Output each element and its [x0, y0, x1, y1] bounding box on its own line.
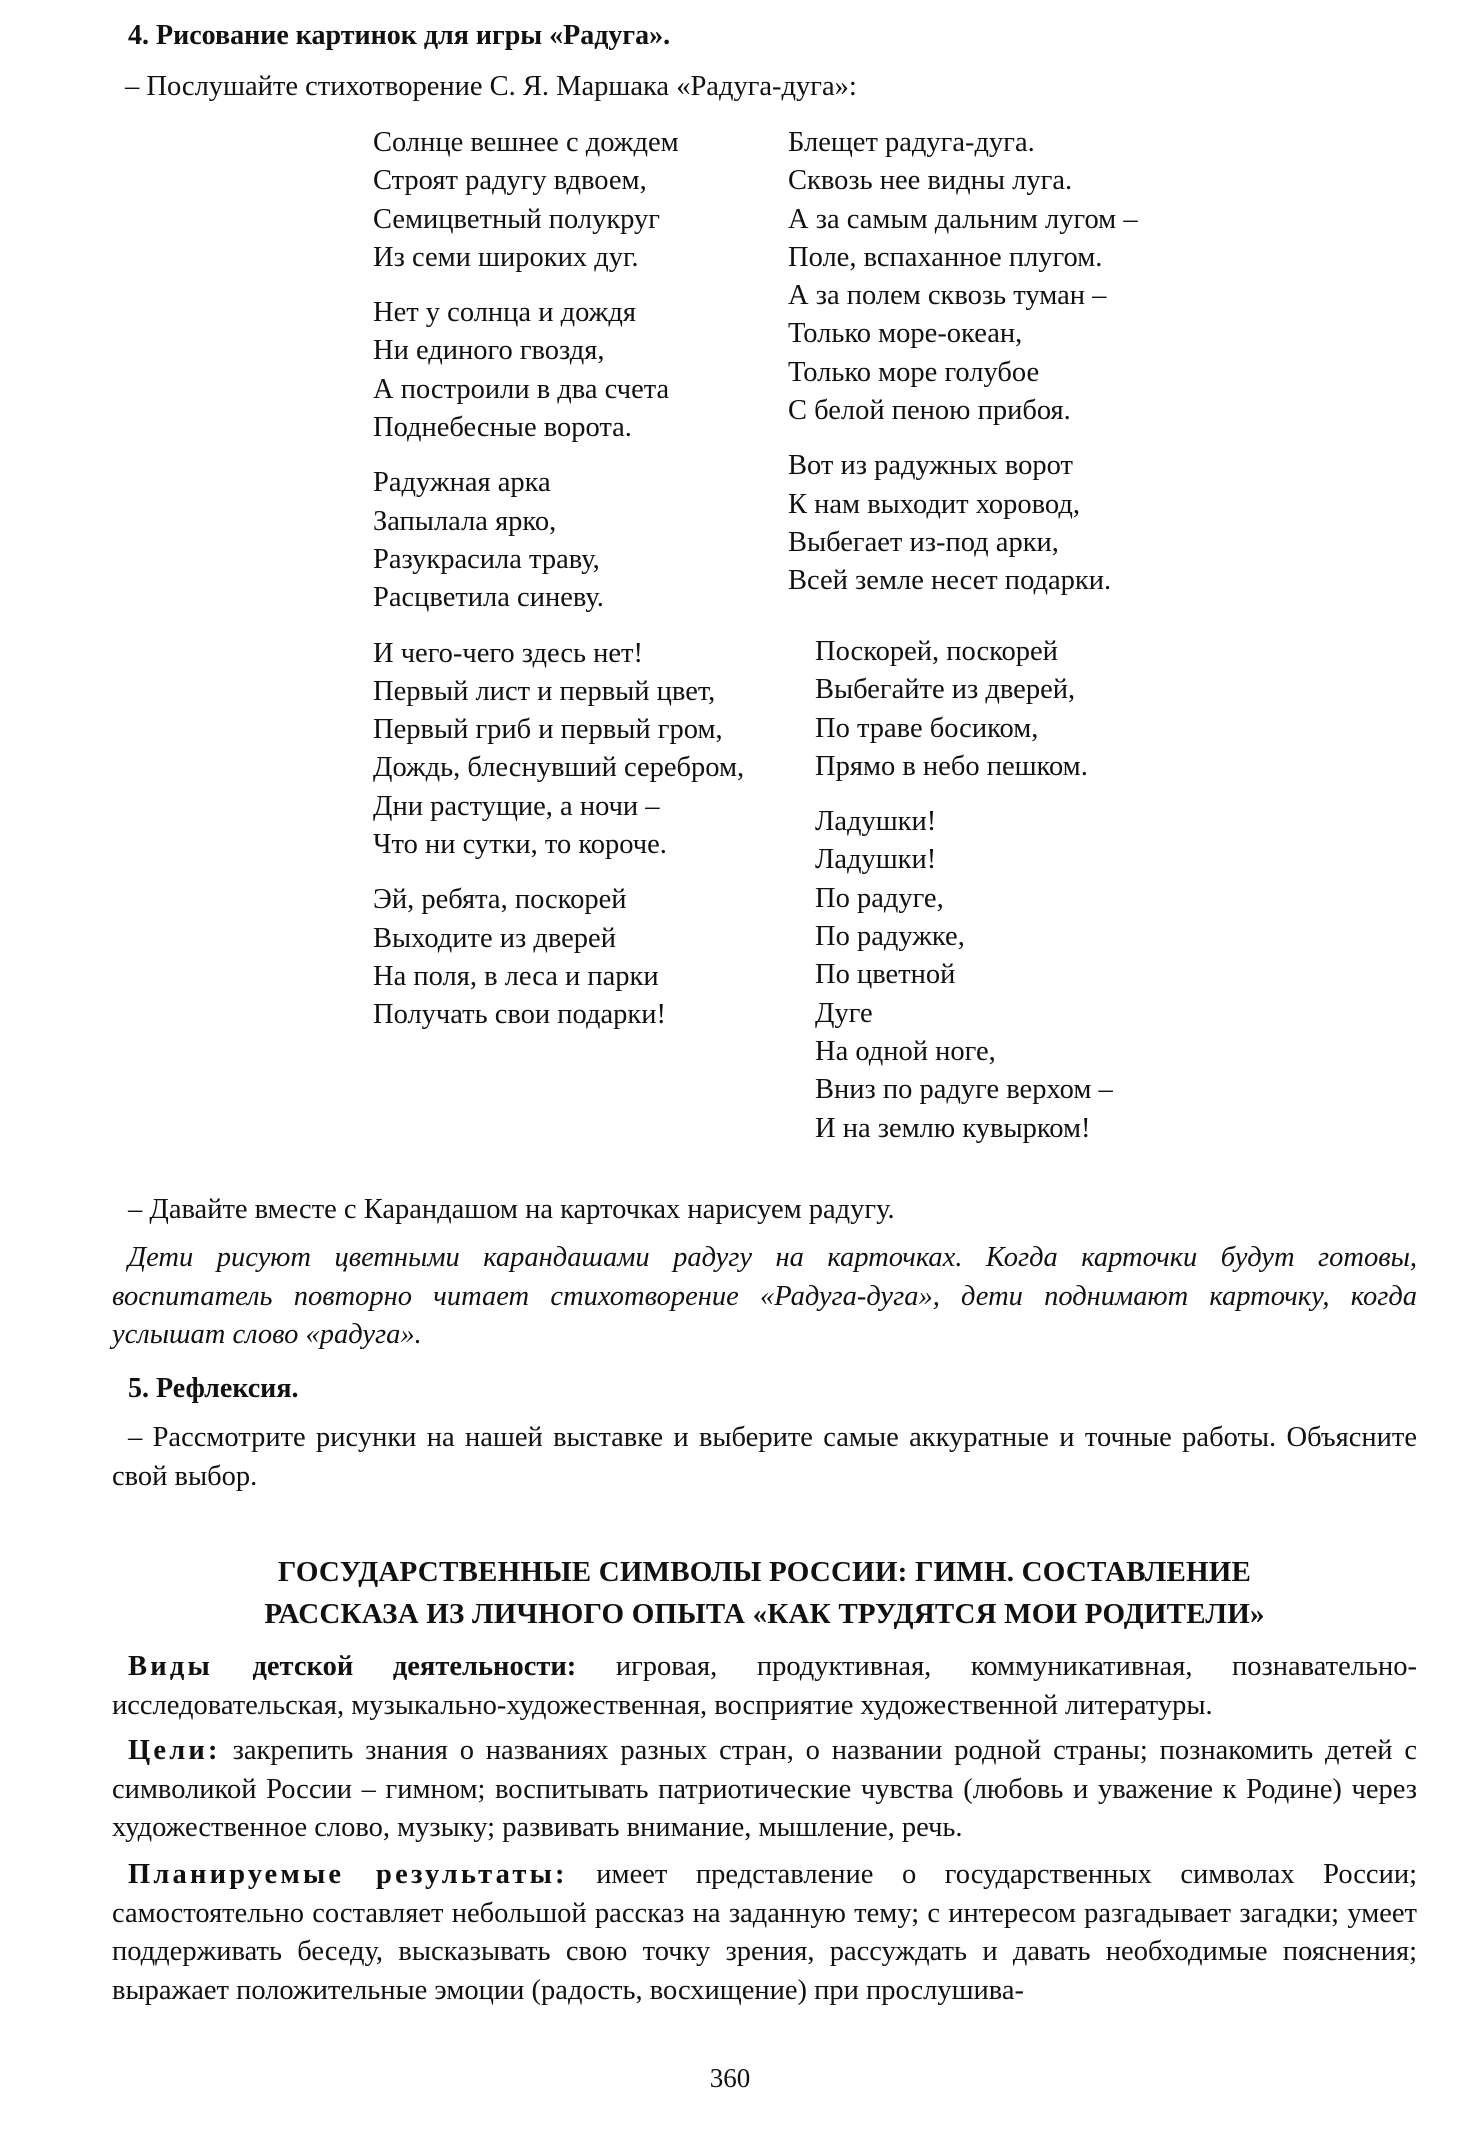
poem-line: Получать свои подарки! — [373, 999, 666, 1031]
poem-line: Первый гриб и первый гром, — [373, 714, 723, 746]
goals-label: Цели: — [128, 1735, 221, 1766]
poem-stanza — [373, 294, 744, 447]
goals-paragraph — [112, 1732, 1417, 1848]
activities-label-spaced: Виды — [128, 1651, 213, 1682]
section-5-heading: 5. Рефлексия. — [128, 1373, 299, 1404]
poem-right-column-top — [788, 124, 1138, 618]
results-label: Планируемые результаты: — [128, 1859, 568, 1890]
poem-line: Поднебесные ворота. — [373, 412, 632, 444]
poem-line: И чего-чего здесь нет! — [373, 637, 643, 669]
activities-label-bold: детской деятельности: — [212, 1651, 577, 1682]
goals-text: закрепить знания о названиях разных стран, о названии родной страны; познакомить детей с символикой России – гимном; воспитывать патриотические чувства (любовь и уважение к Родине) через художественное слово, музыку; развивать внимание, мышление, речь. — [112, 1735, 1417, 1843]
poem-line: Вот из радужных ворот — [788, 450, 1073, 482]
poem-line: Всей земле несет подарки. — [788, 565, 1112, 597]
poem-line: Что ни сутки, то короче. — [373, 829, 667, 861]
poem-line: Первый лист и первый цвет, — [373, 675, 716, 707]
italic-note: Дети рисуют цветными карандашами радугу на карточках. Когда карточки будут готовы, воспитатель повторно читает стихотворение «Радуга-дуга», дети поднимают карточку, когда услышат слово «радуга». — [112, 1242, 1417, 1350]
poem-line: А за полем сквозь туман – — [788, 280, 1107, 312]
section-4-intro: – Послушайте стихотворение С. Я. Маршака «Радуга-дуга»: — [125, 71, 857, 102]
results-text: имеет представление о государственных символах России; самостоятельно составляет небольшой рассказ на заданную тему; с интересом разгадывает загадки; умеет поддерживать беседу, высказывать свою точку зрения, рассуждать и давать необходимые пояснения; выражает положительные эмоции (радость, восхищение) при прослушива- — [112, 1859, 1417, 2006]
poem-line: По цветной — [815, 959, 956, 991]
poem-line: Выбегайте из дверей, — [815, 674, 1076, 706]
poem-line: Нет у солнца и дождя — [373, 297, 636, 329]
poem-line: Ладушки! — [815, 806, 937, 838]
poem-line: Выходите из дверей — [373, 922, 616, 954]
poem-stanza — [373, 124, 744, 277]
poem-line: Выбегает из-под арки, — [788, 526, 1059, 558]
poem-line: С белой пеною прибоя. — [788, 395, 1071, 427]
poem-line: Солнце вешнее с дождем — [373, 127, 679, 158]
poem-stanza — [373, 635, 744, 865]
poem-line: Строят радугу вдвоем, — [373, 165, 647, 197]
section-5-text: – Рассмотрите рисунки на нашей выставке и выберите самые аккуратные и точные работы. Объясните свой выбор. — [112, 1422, 1417, 1492]
poem-line: Дождь, блеснувший серебром, — [373, 752, 745, 784]
instruction-text: – Давайте вместе с Карандашом на карточках нарисуем радугу. — [128, 1194, 895, 1225]
lesson-title-line-1: ГОСУДАРСТВЕННЫЕ СИМВОЛЫ РОССИИ: ГИМН. СОСТАВЛЕНИЕ — [277, 1556, 1252, 1588]
poem-line: Вниз по радуге верхом – — [815, 1074, 1113, 1106]
activities-text: игровая, продуктивная, коммуникативная, познавательно-исследовательская, музыкально-художественная, восприятие художественной литературы. — [112, 1651, 1417, 1721]
poem-line: Прямо в небо пешком. — [815, 750, 1088, 782]
poem-line: На поля, в леса и парки — [373, 960, 659, 992]
poem-line: По радуге, — [815, 882, 944, 914]
poem-line: А за самым дальним лугом – — [788, 203, 1138, 235]
poem-line: По радужке, — [815, 921, 965, 953]
poem-stanza — [373, 464, 744, 617]
poem-stanza — [788, 447, 1138, 600]
poem-line: Сквозь нее видны луга. — [788, 165, 1073, 197]
poem-line: Запылала ярко, — [373, 505, 557, 537]
poem-line: Только море-океан, — [788, 318, 1023, 350]
poem-line: Поле, вспаханное плугом. — [788, 241, 1103, 273]
poem-line: По траве босиком, — [815, 712, 1039, 744]
poem-left-column — [373, 124, 744, 1052]
poem-line: Ни единого гвоздя, — [373, 335, 605, 367]
poem-line: Поскорей, поскорей — [815, 636, 1058, 667]
poem-line: А построили в два счета — [373, 373, 670, 405]
poem-line: Радужная арка — [373, 467, 551, 499]
poem-line: Расцветила синеву. — [373, 582, 604, 614]
poem-line: Дни растущие, а ночи – — [373, 790, 660, 822]
poem-line: Эй, ребята, поскорей — [373, 884, 627, 916]
poem-line: Ладушки! — [815, 844, 937, 876]
poem-right-column-bottom — [815, 633, 1113, 1165]
poem-line: Семицветный полукруг — [373, 203, 660, 235]
results-paragraph — [112, 1856, 1417, 2010]
poem-line: И на землю кувырком! — [815, 1112, 1091, 1144]
poem-line: Блещет радуга-дуга. — [788, 127, 1035, 158]
page-number: 360 — [709, 2063, 751, 2093]
lesson-title-line-2: РАССКАЗА ИЗ ЛИЧНОГО ОПЫТА «КАК ТРУДЯТСЯ МОИ РОДИТЕЛИ» — [264, 1598, 1265, 1630]
poem-stanza — [788, 124, 1138, 430]
poem-line: Из семи широких дуг. — [373, 241, 639, 273]
poem-line: На одной ноге, — [815, 1035, 996, 1067]
poem-stanza — [373, 881, 744, 1034]
poem-line: Только море голубое — [788, 356, 1040, 388]
poem-stanza — [815, 633, 1113, 786]
poem-line: Дуге — [815, 997, 873, 1029]
poem-line: К нам выходит хоровод, — [788, 488, 1080, 520]
poem-line: Разукрасила траву, — [373, 543, 600, 575]
activities-paragraph — [112, 1648, 1417, 1725]
section-4-heading: 4. Рисование картинок для игры «Радуга». — [128, 20, 671, 51]
poem-stanza — [815, 803, 1113, 1148]
